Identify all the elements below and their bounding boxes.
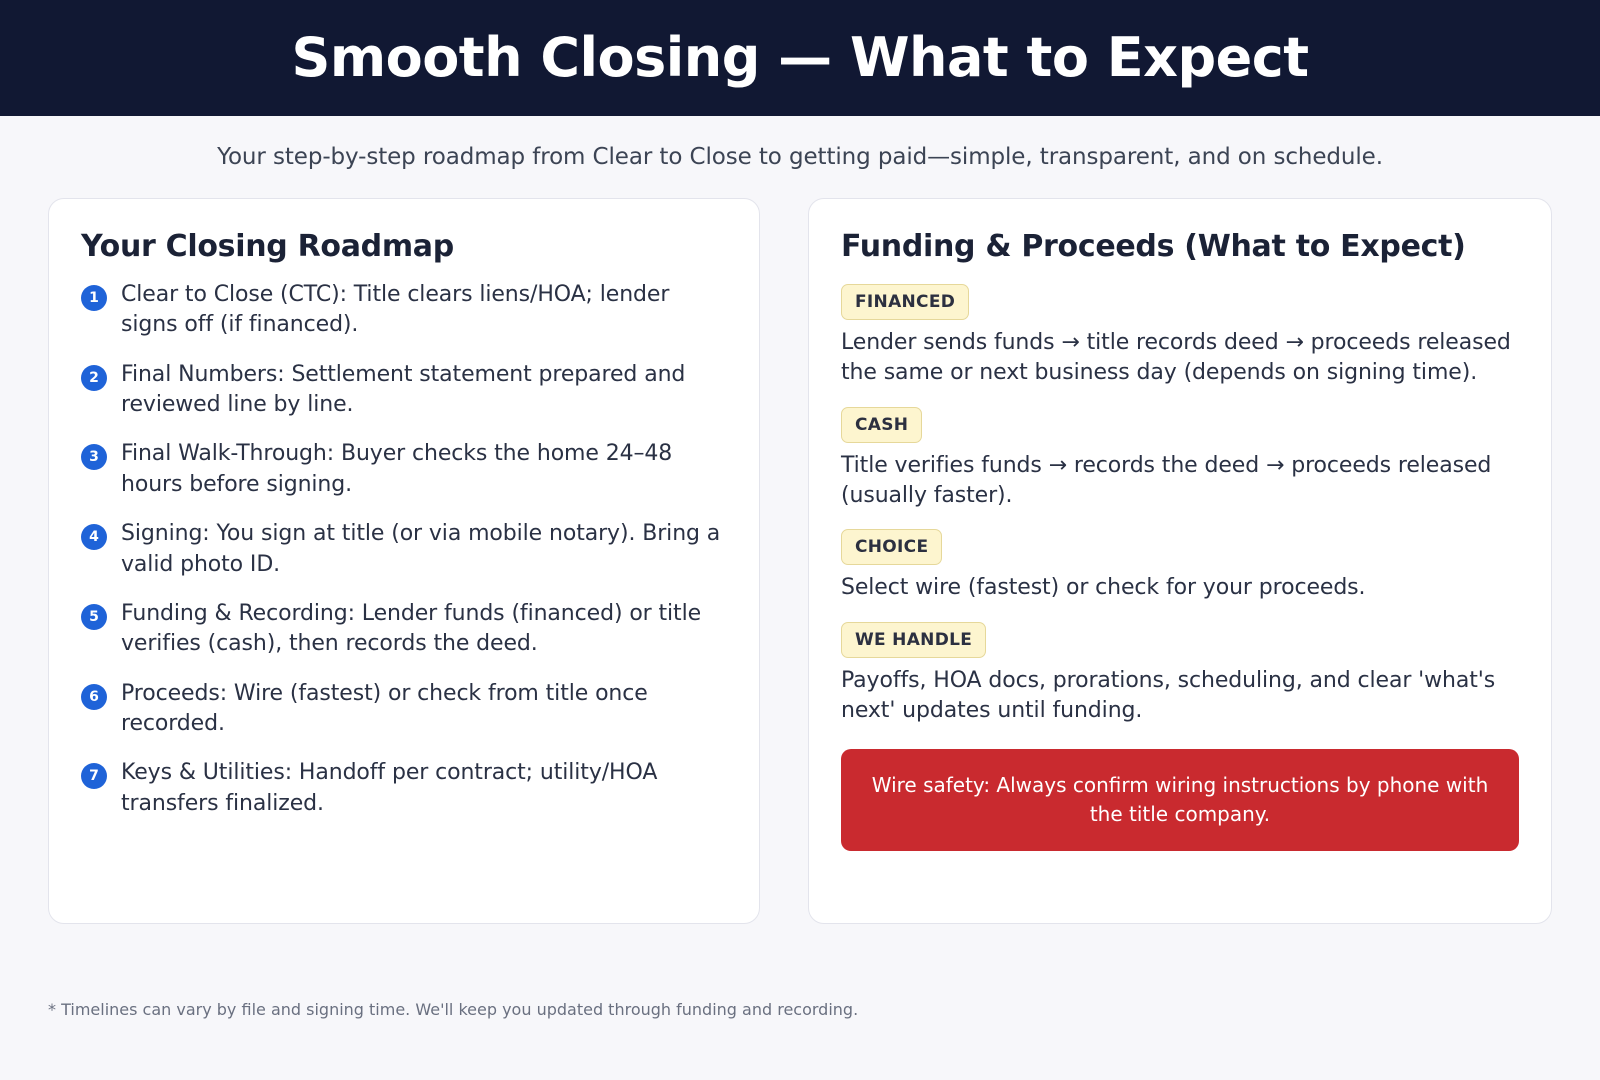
footnote: * Timelines can vary by file and signing time. We'll keep you updated through funding and recording. (48, 1000, 859, 1019)
step-number-badge: 6 (81, 684, 107, 710)
funding-block-text: Payoffs, HOA docs, prorations, scheduling, and clear 'what's next' updates until funding. (841, 667, 1496, 724)
funding-block-text: Lender sends funds → title records deed → proceeds released the same or next business day (depends on signing time). (841, 330, 1511, 386)
list-item (81, 599, 727, 660)
status-badge: CASH (841, 407, 922, 443)
step-number-badge: 4 (81, 524, 107, 550)
list-item (81, 360, 727, 421)
funding-block-text: Title verifies funds → records the deed → proceeds released (usually faster). (841, 452, 1492, 509)
step-number-badge: 7 (81, 763, 107, 789)
funding-block (841, 618, 1519, 727)
step-text: Funding & Recording: Lender funds (financed) or title verifies (cash), then records the deed. (121, 600, 702, 657)
step-text: Final Walk-Through: Buyer checks the home 24–48 hours before signing. (121, 441, 673, 497)
page-subtitle: Your step-by-step roadmap from Clear to Close to getting paid—simple, transparent, and on schedule. (217, 144, 1383, 170)
step-number-badge: 2 (81, 365, 107, 391)
content-columns (0, 170, 1600, 924)
funding-title: Funding & Proceeds (What to Expect) (841, 229, 1466, 264)
funding-block-text: Select wire (fastest) or check for your proceeds. (841, 575, 1366, 601)
status-badge: FINANCED (841, 284, 969, 320)
step-number-badge: 5 (81, 604, 107, 630)
funding-block (841, 525, 1519, 603)
roadmap-step-list (81, 280, 727, 819)
status-badge: CHOICE (841, 529, 942, 565)
list-item (81, 439, 727, 500)
page-header (0, 0, 1600, 116)
funding-block (841, 280, 1519, 389)
list-item (81, 519, 727, 580)
step-text: Proceeds: Wire (fastest) or check from title once recorded. (121, 680, 648, 736)
list-item (81, 758, 727, 819)
list-item (81, 280, 727, 341)
step-text: Final Numbers: Settlement statement prepared and reviewed line by line. (121, 361, 686, 418)
funding-block (841, 403, 1519, 512)
step-text: Signing: You sign at title (or via mobile notary). Bring a valid photo ID. (121, 521, 721, 577)
wire-safety-alert: Wire safety: Always confirm wiring instructions by phone with the title company. (841, 749, 1519, 851)
step-number-badge: 1 (81, 285, 107, 311)
funding-proceeds-card (808, 198, 1552, 924)
list-item (81, 679, 727, 740)
status-badge: WE HANDLE (841, 622, 986, 658)
step-text: Keys & Utilities: Handoff per contract; utility/HOA transfers finalized. (121, 760, 658, 816)
step-text: Clear to Close (CTC): Title clears liens/HOA; lender signs off (if financed). (121, 282, 670, 338)
closing-roadmap-card (48, 198, 760, 924)
page-title: Smooth Closing — What to Expect (291, 25, 1309, 89)
roadmap-title: Your Closing Roadmap (81, 229, 454, 264)
step-number-badge: 3 (81, 444, 107, 470)
